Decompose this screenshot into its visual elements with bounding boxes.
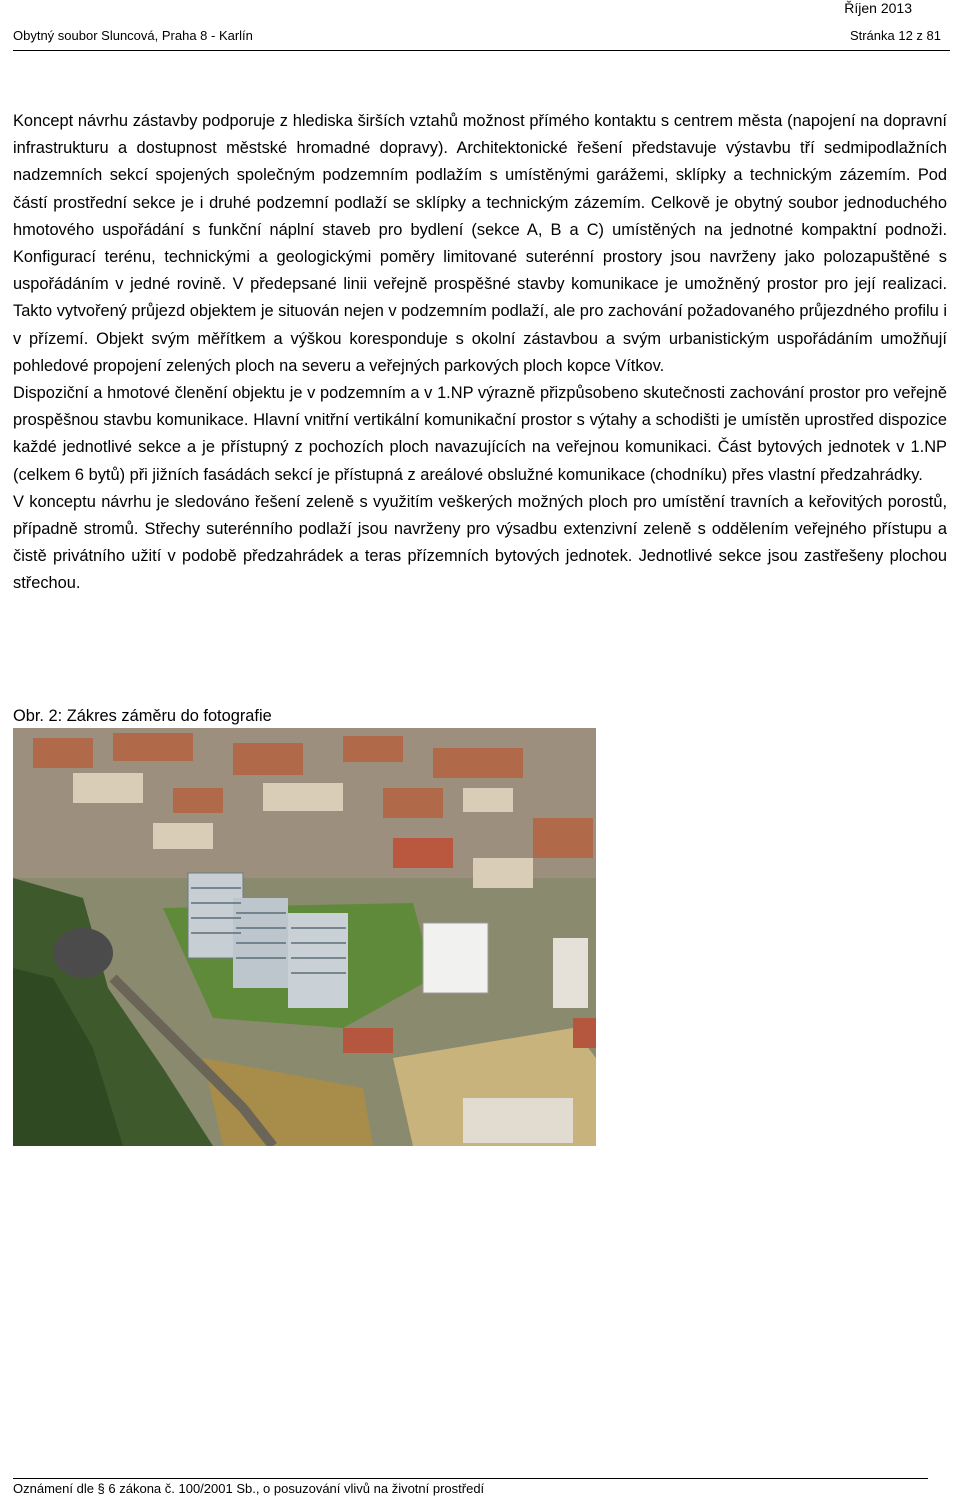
paragraph-layout: Dispoziční a hmotové členění objektu je v podzemním a v 1.NP výrazně přizpůsobeno skutečnosti zachování prostor pro veřejně prospěšnou stavbu komunikace. Hlavní vnitřní vertikální komunikační prostor s výtahy a schodišti je umístěn uprostřed dispozice každé jednotlivé sekce a je přístupný z pochozích ploch navazujících na veřejnou komunikaci. Část bytových jednotek v 1.NP (celkem 6 bytů) při jižních fasádách sekcí je přístupná z areálové obslužné komunikace (chodníku) přes vlastní předzahrádky. <box>13 384 947 484</box>
header-date: Říjen 2013 <box>844 0 912 16</box>
header-divider <box>13 50 950 51</box>
footer-text: Oznámení dle § 6 zákona č. 100/2001 Sb., o posuzování vlivů na životní prostředí <box>13 1481 485 1496</box>
body-text <box>13 108 947 598</box>
aerial-photo <box>13 728 596 1146</box>
aerial-photo-illustration <box>13 728 596 1146</box>
header-project-title: Obytný soubor Sluncová, Praha 8 - Karlín <box>13 28 253 43</box>
paragraph-concept: Koncept návrhu zástavby podporuje z hlediska širších vztahů možnost přímého kontaktu s centrem města (napojení na dopravní infrastrukturu a dostupnost městské hromadné dopravy). Architektonické řešení představuje výstavbu tří sedmipodlažních nadzemních sekcí spojených společným podzemním podlažím s umístěnými garážemi, sklípky a technickým zázemím. Pod částí prostřední sekce je i druhé podzemní podlaží se sklípky a technickým zázemím. Celkově je obytný soubor jednoduchého hmotového uspořádání s funkční náplní staveb pro bydlení (sekce A, B a C) umístěných na jednotné kompaktní podnoži. Konfigurací terénu, technickými a geologickými poměry limitované suterénní prostory jsou navrženy jako polozapuštěné s uspořádáním v jedné rovině. V předepsané linii veřejně prospěšné stavby komunikace je umožněný prostor pro její realizaci. Takto vytvořený průjezd objektem je situován nejen v podzemním podlaží, ale pro zachování požadovaného průjezdného profilu i v přízemí. Objekt svým měřítkem a výškou koresponduje s okolní zástavbou a svým urbanistickým uspořádáním umožňují pohledové propojení zelených ploch na severu a veřejných parkových ploch kopce Vítkov. <box>13 112 947 375</box>
figure-caption: Obr. 2: Zákres záměru do fotografie <box>13 707 272 725</box>
header-page-number: Stránka 12 z 81 <box>849 28 941 43</box>
footer-divider <box>13 1478 928 1479</box>
paragraph-greenery: V konceptu návrhu je sledováno řešení zeleně s využitím veškerých možných ploch pro umístění travních a keřovitých porostů, případně stromů. Střechy suterénního podlaží jsou navrženy pro výsadbu extenzivní zeleně s oddělením veřejného přístupu a čistě privátního užití v podobě předzahrádek a teras přízemních bytových jednotek. Jednotlivé sekce jsou zastřešeny plochou střechou. <box>13 492 947 593</box>
